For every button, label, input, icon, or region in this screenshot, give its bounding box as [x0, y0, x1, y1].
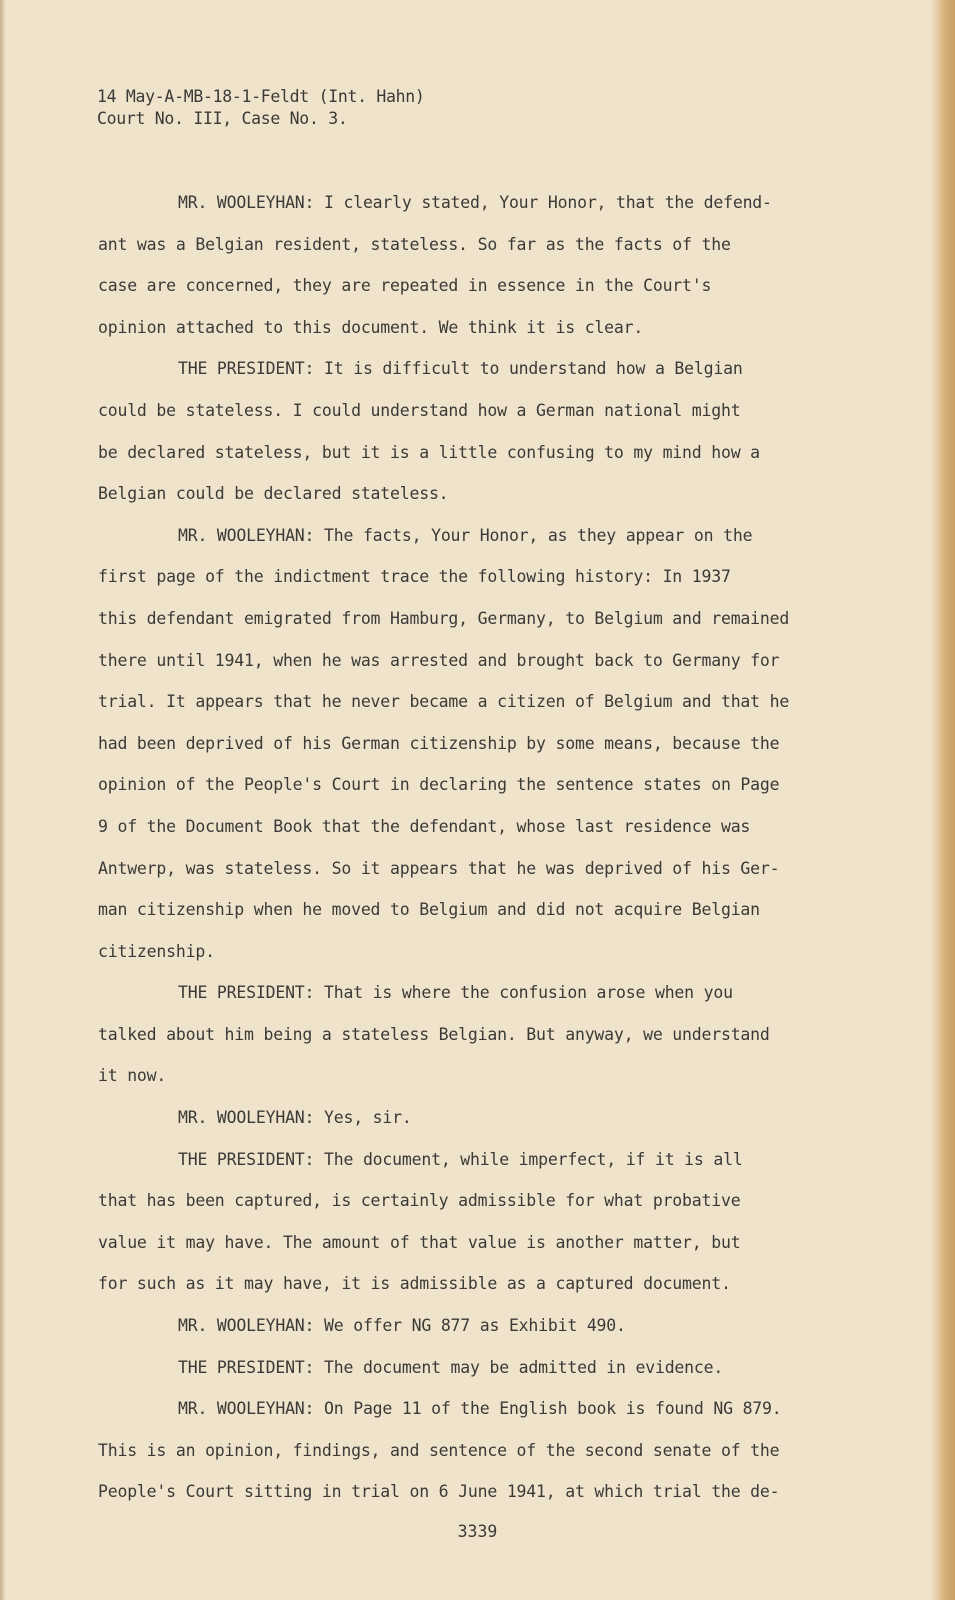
transcript-line: People's Court sitting in trial on 6 June 1941, at which trial the de- [98, 1482, 780, 1502]
transcript-line: case are concerned, they are repeated in essence in the Court's [98, 276, 712, 296]
transcript-line: THE PRESIDENT: The document, while imperfect, if it is all [178, 1149, 743, 1169]
transcript-line: it now. [98, 1066, 167, 1086]
transcript-body [98, 182, 838, 1513]
transcript-line: opinion of the People's Court in declaring the sentence states on Page [98, 775, 780, 795]
transcript-line: ant was a Belgian resident, stateless. So far as the facts of the [98, 234, 731, 254]
paper-right-edge [931, 0, 955, 1600]
transcript-line: MR. WOOLEYHAN: The facts, Your Honor, as they appear on the [178, 525, 753, 545]
transcript-line: first page of the indictment trace the following history: In 1937 [98, 567, 731, 587]
transcript-line: be declared stateless, but it is a little confusing to my mind how a [98, 442, 760, 462]
transcript-line: MR. WOOLEYHAN: Yes, sir. [178, 1108, 412, 1128]
transcript-line: Belgian could be declared stateless. [98, 484, 449, 504]
page-number: 3339 [457, 1522, 498, 1541]
transcript-line: 9 of the Document Book that the defendant, whose last residence was [98, 816, 751, 836]
header-court-line: Court No. III, Case No. 3. [97, 109, 348, 128]
transcript-line: for such as it may have, it is admissible as a captured document. [98, 1274, 731, 1294]
transcript-header [97, 86, 425, 130]
transcript-line: had been deprived of his German citizenship by some means, because the [98, 733, 780, 753]
transcript-line: MR. WOOLEYHAN: We offer NG 877 as Exhibit 490. [178, 1316, 626, 1336]
transcript-line: opinion attached to this document. We think it is clear. [98, 317, 644, 337]
header-session-line: 14 May-A-MB-18-1-Feldt (Int. Hahn) [97, 87, 425, 106]
transcript-line: THE PRESIDENT: It is difficult to understand how a Belgian [178, 359, 743, 379]
transcript-line: MR. WOOLEYHAN: On Page 11 of the English book is found NG 879. [178, 1399, 782, 1419]
transcript-line: citizenship. [98, 941, 215, 961]
transcript-line: talked about him being a stateless Belgian. But anyway, we understand [98, 1024, 770, 1044]
transcript-line: could be stateless. I could understand how a German national might [98, 400, 741, 420]
paper-left-edge [0, 0, 6, 1600]
transcript-line: Antwerp, was stateless. So it appears that he was deprived of his Ger- [98, 858, 780, 878]
transcript-line: THE PRESIDENT: The document may be admitted in evidence. [178, 1357, 724, 1377]
transcript-line: THE PRESIDENT: That is where the confusion arose when you [178, 983, 733, 1003]
transcript-line: trial. It appears that he never became a citizen of Belgium and that he [98, 692, 790, 712]
transcript-line: MR. WOOLEYHAN: I clearly stated, Your Honor, that the defend- [178, 193, 772, 212]
transcript-line: this defendant emigrated from Hamburg, Germany, to Belgium and remained [98, 608, 790, 628]
transcript-line: value it may have. The amount of that value is another matter, but [98, 1232, 741, 1252]
transcript-line: there until 1941, when he was arrested and brought back to Germany for [98, 650, 780, 670]
transcript-line: that has been captured, is certainly admissible for what probative [98, 1191, 741, 1211]
transcript-line: This is an opinion, findings, and sentence of the second senate of the [98, 1440, 780, 1460]
transcript-line: man citizenship when he moved to Belgium and did not acquire Belgian [98, 900, 760, 920]
